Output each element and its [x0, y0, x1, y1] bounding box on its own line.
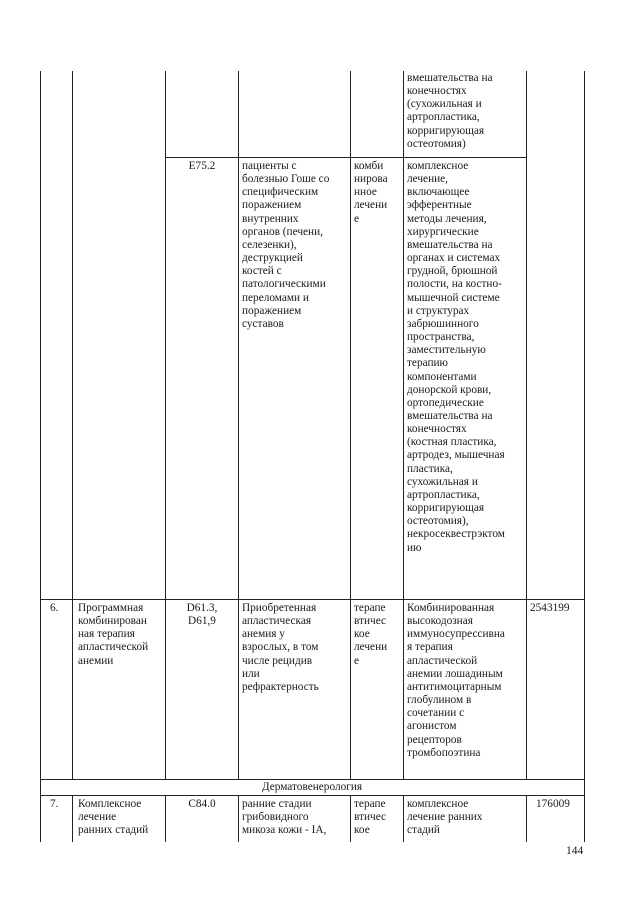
row7-treatment-type: терапе втичес кое	[354, 798, 387, 837]
row6-cost: 2543199	[530, 602, 570, 614]
cont-method: комплексное лечение, включающее эфферентные методы лечения, хирургические вмешательства на органах и системах грудной, брюшной полости, на костно- мышечной системе и структурах забрюшинного пространства, заместительную терапию компонентами донорской крови, ортопедические вмешательства на конечностях (костная пластика, артродез, мышечная пластика, сухожильная и артропластика, корригирующая остеотомия), некросеквестрэктом ию	[407, 160, 505, 554]
row6-treatment-type: терапе втичес кое лечени е	[354, 602, 388, 667]
col-sep-3-row7	[238, 795, 239, 842]
row7-patient-model: ранние стадии грибовидного микоза кожи - IA,	[242, 798, 327, 837]
row7-method: комплексное лечение ранних стадий	[407, 798, 483, 837]
table-left-border	[40, 71, 41, 842]
cont-method-top: вмешательства на конечностях (сухожильная и артропластика, корригирующая остеотомия)	[407, 72, 493, 150]
col-sep-5	[403, 71, 404, 779]
cont-treatment-type: комби нирова нное лечени е	[354, 160, 388, 225]
col-sep-6	[526, 71, 527, 779]
col-sep-2	[165, 71, 166, 779]
row7-cost: 176009	[536, 798, 570, 810]
row6-code: D61.3, D61,9	[186, 602, 218, 628]
col-sep-4	[350, 71, 351, 779]
col-sep-4-row7	[350, 795, 351, 842]
col-sep-3	[238, 71, 239, 779]
row6-name: Программная комбинирован ная терапия апластической анемии	[78, 602, 149, 667]
cont-patient-model: пациенты с болезнью Гоше со специфическим поражением внутренних органов (печени, селезенки), деструкцией костей с патологическими переломами и поражением суставов	[242, 160, 330, 330]
table-right-border	[584, 71, 585, 842]
col-sep-1-row7	[72, 795, 73, 842]
row-sep-section-bottom	[40, 795, 585, 796]
row6-number: 6.	[50, 602, 59, 614]
col-sep-5-row7	[403, 795, 404, 842]
section-dermatovenereology: Дерматовенерология	[261, 781, 363, 793]
row6-patient-model: Приобретенная апластическая анемия у взрослых, в том числе рецидив или рефрактерность	[242, 602, 319, 693]
row7-number: 7.	[50, 798, 59, 810]
col-sep-6-row7	[526, 795, 527, 842]
row-sep-6	[40, 599, 585, 600]
row-sep-section-top	[40, 779, 585, 780]
row7-code: C84.0	[188, 798, 216, 810]
cont-code: E75.2	[188, 160, 216, 172]
col-sep-1	[72, 71, 73, 779]
page-number: 144	[566, 845, 584, 857]
row6-method: Комбинированная высокодозная иммуносупрессивна я терапия апластической анемии лошадиным антитимоцитарным глобулином в сочетании с агонистом рецепторов тромбопоэтина	[407, 602, 505, 759]
row-sep-sub	[165, 157, 527, 158]
row7-name: Комплексное лечение ранних стадий	[78, 798, 149, 837]
